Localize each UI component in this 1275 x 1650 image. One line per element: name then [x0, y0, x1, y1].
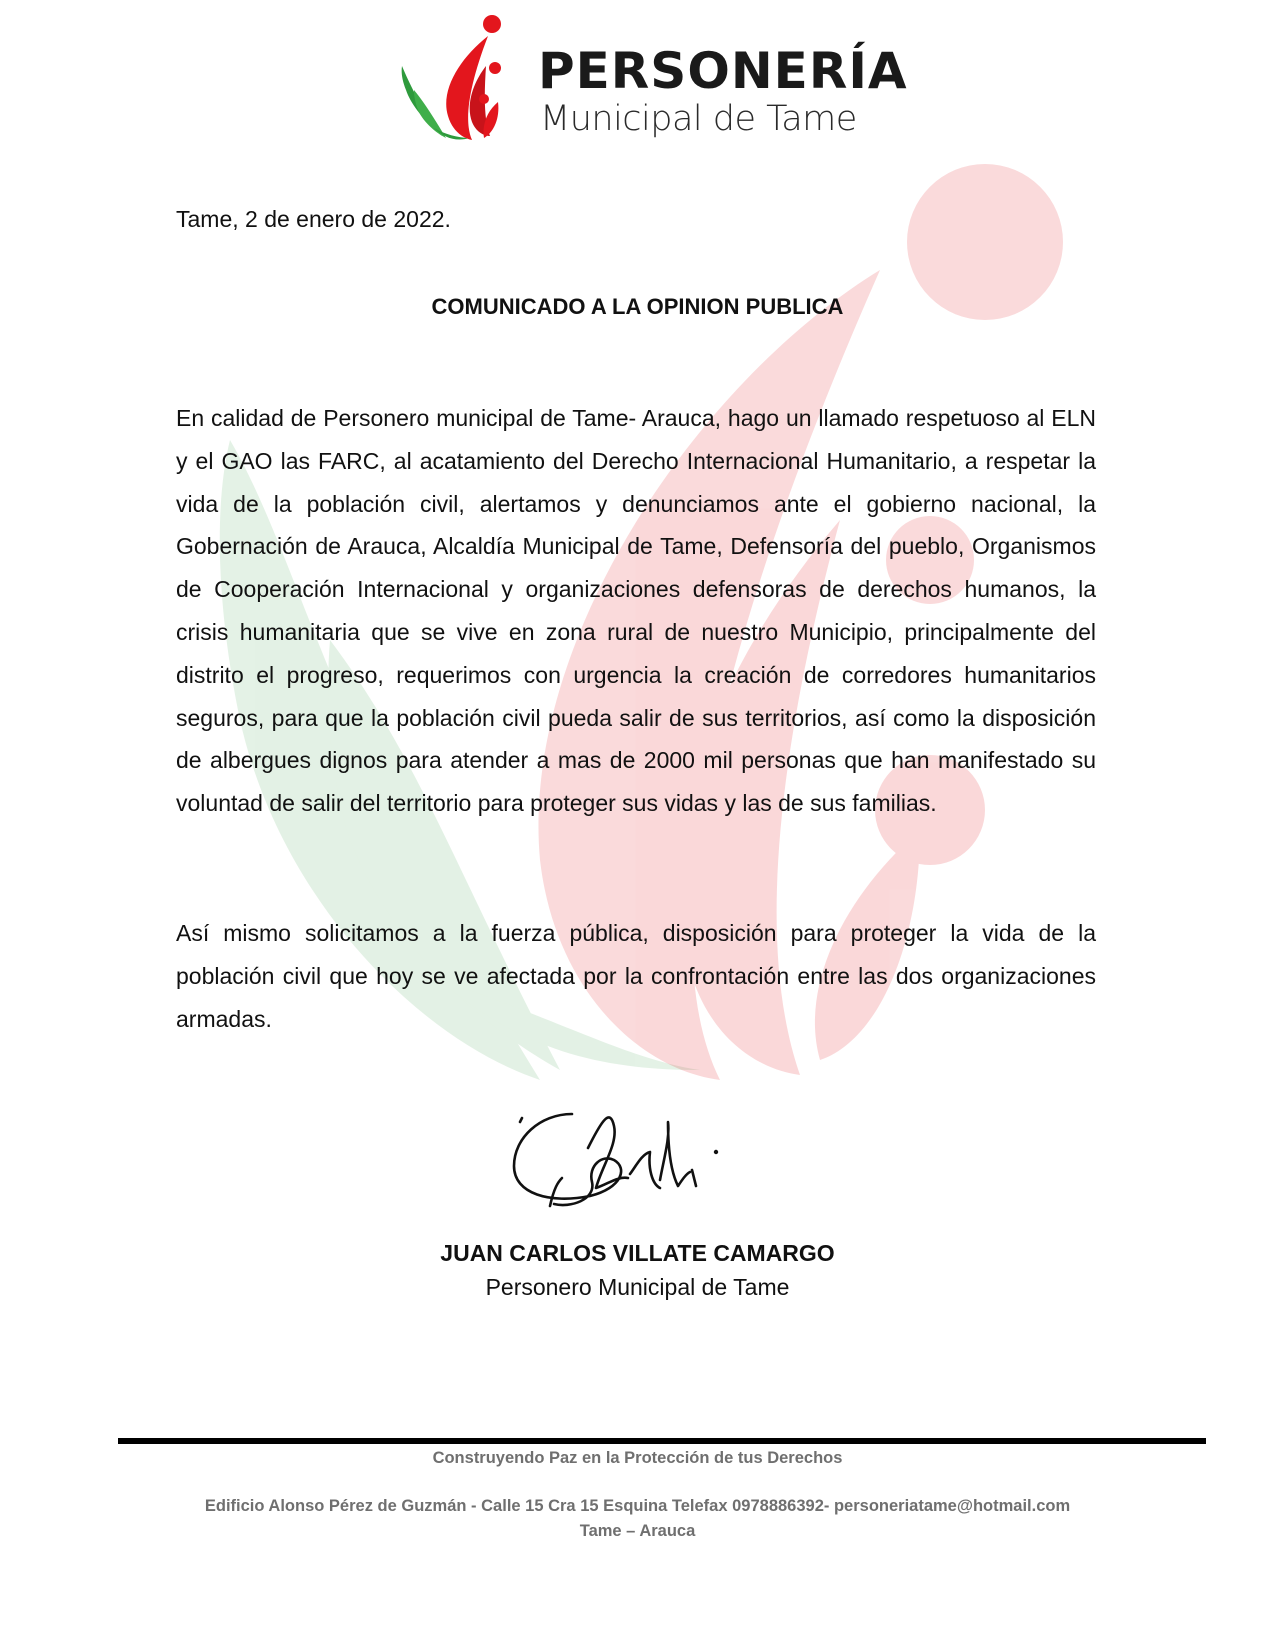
- personeria-logo: [400, 10, 908, 145]
- signatory-name: JUAN CARLOS VILLATE CAMARGO: [440, 1240, 835, 1266]
- body-paragraph-2: Así mismo solicitamos a la fuerza pública, disposición para proteger la vida de la población civil que hoy se ve afectada por la confrontación entre las dos organizaciones armadas.: [176, 920, 1096, 1032]
- logo-emblem-icon: [400, 10, 530, 145]
- footer-city: Tame – Arauca: [579, 1522, 696, 1540]
- body-paragraph-1: En calidad de Personero municipal de Tame- Arauca, hago un llamado respetuoso al ELN y el GAO las FARC, al acatamiento del Derecho Internacional Humanitario, a respetar la vida de la población civil, alertamos y denunciamos ante el gobierno nacional, la Gobernación de Arauca, Alcaldía Municipal de Tame, Defensoría del pueblo, Organismos de Cooperación Internacional y organizaciones defensoras de derechos humanos, la crisis humanitaria que se vive en zona rural de nuestro Municipio, principalmente del distrito el progreso, requerimos con urgencia la creación de corredores humanitarios seguros, para que la población civil pueda salir de sus territorios, así como la disposición de albergues dignos para atender a mas de 2000 mil personas que han manifestado su voluntad de salir del territorio para proteger sus vidas y las de sus familias.: [176, 405, 1096, 817]
- footer-motto: Construyendo Paz en la Protección de tus Derechos: [432, 1449, 843, 1467]
- org-subtitle: Municipal de Tame: [540, 99, 857, 139]
- signatory-role: Personero Municipal de Tame: [485, 1274, 790, 1300]
- footer-divider: [118, 1438, 1206, 1444]
- footer-address: Edificio Alonso Pérez de Guzmán - Calle 15 Cra 15 Esquina Telefax 0978886392- personeriatame@hotmail.com: [204, 1497, 1071, 1515]
- handwritten-signature: [510, 1108, 750, 1218]
- org-name: PERSONERÍA: [538, 42, 908, 100]
- letter-date: Tame, 2 de enero de 2022.: [176, 206, 451, 232]
- letter-title: COMUNICADO A LA OPINION PUBLICA: [431, 294, 844, 319]
